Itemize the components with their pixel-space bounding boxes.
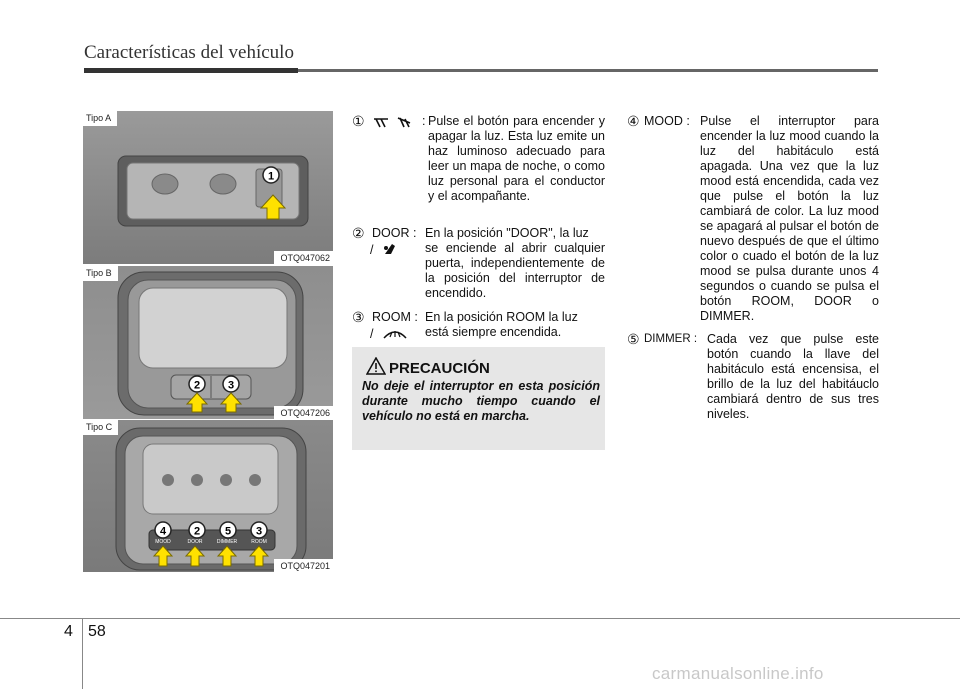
btn-dimmer-label: DIMMER — [216, 539, 238, 545]
figure-a-tag: Tipo A — [83, 111, 117, 126]
caution-text: No deje el interruptor en esta posición durante mucho tiempo cuando el vehículo no está en marcha. — [362, 379, 600, 423]
header-rule-accent — [84, 68, 298, 73]
figure-a-code: OTQ047062 — [274, 251, 333, 264]
item-5-number: ⑤ — [627, 331, 640, 347]
map-lamp-icon — [372, 115, 420, 129]
figure-b-tag: Tipo B — [83, 266, 118, 281]
figure-c-code: OTQ047201 — [274, 559, 333, 572]
item-5-label: DIMMER : — [644, 333, 698, 345]
map-lamp-icons — [372, 114, 420, 129]
page-header-title: Características del vehículo — [84, 42, 294, 63]
item-5 — [627, 332, 879, 422]
item-3-label: ROOM : — [372, 310, 418, 324]
column-right — [627, 114, 879, 430]
figure-type-a — [83, 111, 333, 264]
btn-room-label: ROOM — [251, 539, 267, 545]
callout-2c: 2 — [193, 525, 201, 538]
type-a-illustration — [83, 111, 333, 264]
btn-door-label: DOOR — [187, 539, 203, 545]
item-2-lead: En la posición "DOOR", la luz — [425, 226, 589, 240]
item-1-number: ① — [352, 113, 365, 129]
item-3-number: ③ — [352, 309, 365, 325]
room-lamp-icon — [382, 326, 408, 340]
item-2-number: ② — [352, 225, 365, 241]
caution-box — [352, 347, 605, 450]
footer-rule — [0, 618, 960, 619]
item-4-label: MOOD : — [644, 114, 690, 128]
callout-2: 2 — [193, 379, 201, 392]
item-4-number: ④ — [627, 113, 640, 129]
callout-1: 1 — [267, 170, 275, 183]
callout-3c: 3 — [255, 525, 263, 538]
item-3-slash: / — [370, 327, 374, 341]
chapter-number: 4 — [64, 623, 73, 640]
item-3 — [352, 310, 605, 340]
item-2-label: DOOR : — [372, 226, 417, 240]
callout-4: 4 — [159, 525, 167, 538]
column-middle — [352, 114, 605, 348]
item-1-text: Pulse el botón para encender y apagar la luz. Esta luz emite un haz luminoso adecuado para leer un mapa de noche, o como luz personal para el conductor y el acompañante. — [428, 114, 605, 203]
item-4-text: Pulse el interruptor para encender la luz mood cuando la luz del habitáculo está apagada. Una vez que la luz mood está encendida, cada vez que pulse el botón la luz cambiará de color. La luz mood se apagará al pulsar el botón de nuevo después de que el último color o cuado el botón de la luz mood se pulsa durante unos 4 segundos o cuando se pulsa el botón ROOM, DOOR o DIMMER. — [700, 114, 879, 323]
warning-icon — [366, 357, 386, 375]
item-2 — [352, 226, 605, 302]
item-5-text: Cada vez que pulse este botón cuando la llave del habitáculo está encensisa, el brillo de la luz del habitáuclo cambiará dentro de sus tres niveles. — [707, 332, 879, 421]
door-lamp-icon — [382, 242, 398, 256]
item-4 — [627, 114, 879, 324]
page-number: 58 — [88, 623, 106, 640]
footer-divider — [82, 618, 83, 689]
item-1-separator: : — [422, 114, 426, 128]
item-1 — [352, 114, 605, 218]
figure-c-tag: Tipo C — [83, 420, 118, 435]
callout-5: 5 — [224, 525, 232, 538]
type-c-illustration — [83, 420, 333, 572]
watermark: carmanualsonline.info — [652, 664, 824, 683]
item-2-slash: / — [370, 243, 374, 257]
item-2-text: se enciende al abrir cualquier puerta, independientemente de la posición del interruptor de encendido. — [425, 241, 605, 300]
figure-type-b — [83, 266, 333, 419]
callout-3: 3 — [227, 379, 235, 392]
figure-type-c — [83, 420, 333, 572]
figure-b-code: OTQ047206 — [274, 406, 333, 419]
btn-mood-label: MOOD — [155, 539, 171, 545]
item-3-text: está siempre encendida. — [425, 325, 562, 339]
type-b-illustration — [83, 266, 333, 419]
item-3-lead: En la posición ROOM la luz — [425, 310, 578, 324]
caution-title: PRECAUCIÓN — [389, 360, 490, 377]
